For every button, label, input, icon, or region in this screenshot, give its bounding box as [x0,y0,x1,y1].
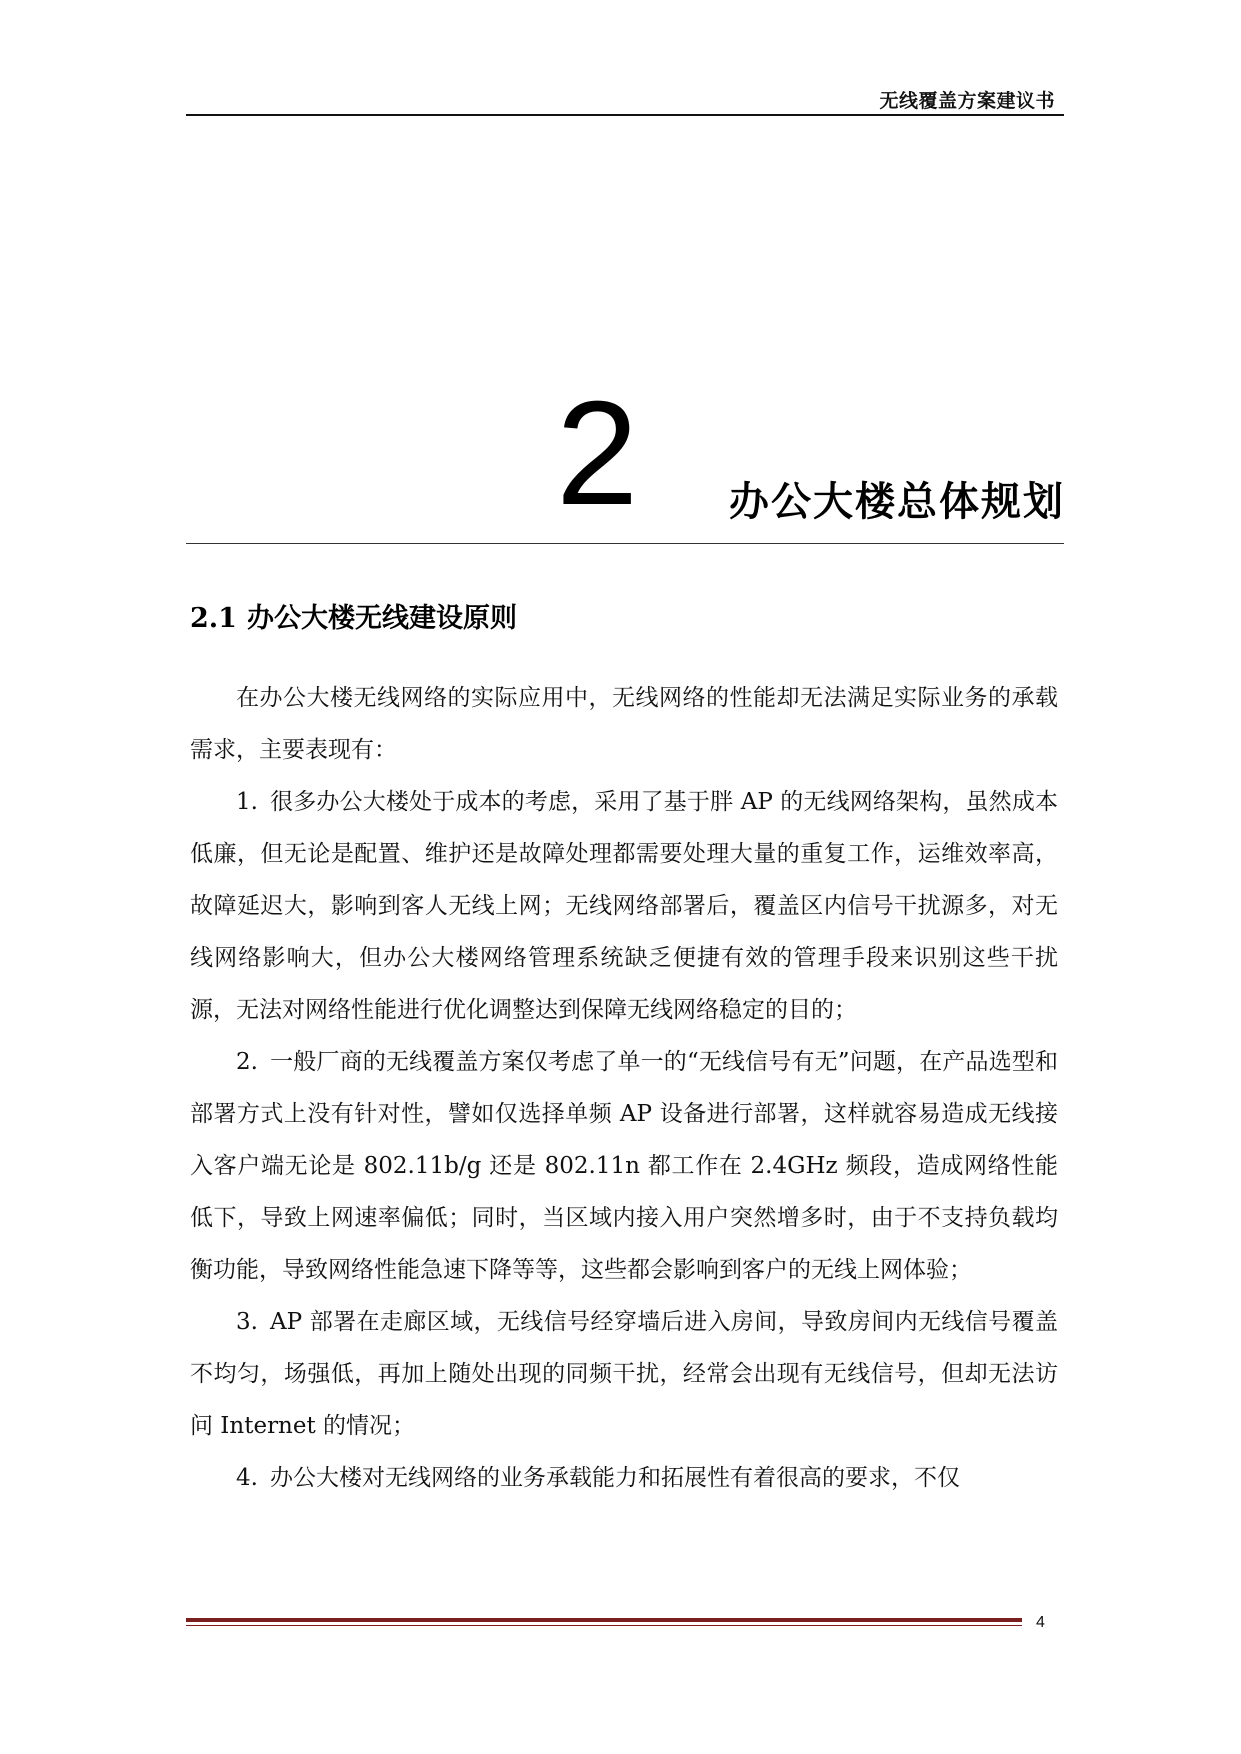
chapter-rule [186,543,1064,544]
list-item-text: 一般厂商的无线覆盖方案仅考虑了单一的“无线信号有无”问题，在产品选型和部署方式上没有针对性，譬如仅选择单频 AP 设备进行部署，这样就容易造成无线接入客户端无论是 802.11b/g 还是 802.11n 都工作在 2.4GHz 频段，造成网络性能低下，导致上网速率偏低；同时，当区域内接入用户突然增多时，由于不支持负载均衡功能，导致网络性能急速下降等等，这些都会影响到客户的无线上网体验； [190,1049,1058,1283]
section-number: 2.1 [190,603,237,634]
section-heading [190,596,517,635]
header-rule [186,114,1064,116]
list-item-number: 1. [236,789,258,815]
list-item-text: 办公大楼对无线网络的业务承载能力和拓展性有着很高的要求，不仅 [269,1465,960,1491]
list-item [190,1452,1058,1504]
list-item [190,1296,1058,1452]
footer-rule-thin [186,1625,1022,1626]
footer-rule [186,1618,1022,1622]
list-item [190,776,1058,1036]
list-item-text: 很多办公大楼处于成本的考虑，采用了基于胖 AP 的无线网络架构，虽然成本低廉，但无论是配置、维护还是故障处理都需要处理大量的重复工作，运维效率高，故障延迟大，影响到客人无线上网；无线网络部署后，覆盖区内信号干扰源多，对无线网络影响大，但办公大楼网络管理系统缺乏便捷有效的管理手段来识别这些干扰源，无法对网络性能进行优化调整达到保障无线网络稳定的目的； [190,789,1058,1023]
running-header: 无线覆盖方案建议书 [879,90,1055,112]
list-item-number: 4. [236,1465,258,1491]
chapter-title: 办公大楼总体规划 [729,479,1065,525]
section-title: 办公大楼无线建设原则 [246,603,517,634]
paragraph-intro [190,672,1058,776]
list-item-number: 3. [236,1309,258,1335]
body-text [190,672,1058,1504]
paragraph-text: 在办公大楼无线网络的实际应用中，无线网络的性能却无法满足实际业务的承载需求，主要表现有： [190,685,1058,763]
chapter-number: 2 [556,371,639,536]
page-number: 4 [1036,1614,1045,1631]
list-item-number: 2. [236,1049,258,1075]
list-item [190,1036,1058,1296]
list-item-text: AP 部署在走廊区域，无线信号经穿墙后进入房间，导致房间内无线信号覆盖不均匀，场强低，再加上随处出现的同频干扰，经常会出现有无线信号，但却无法访问 Internet 的情况； [190,1309,1058,1439]
